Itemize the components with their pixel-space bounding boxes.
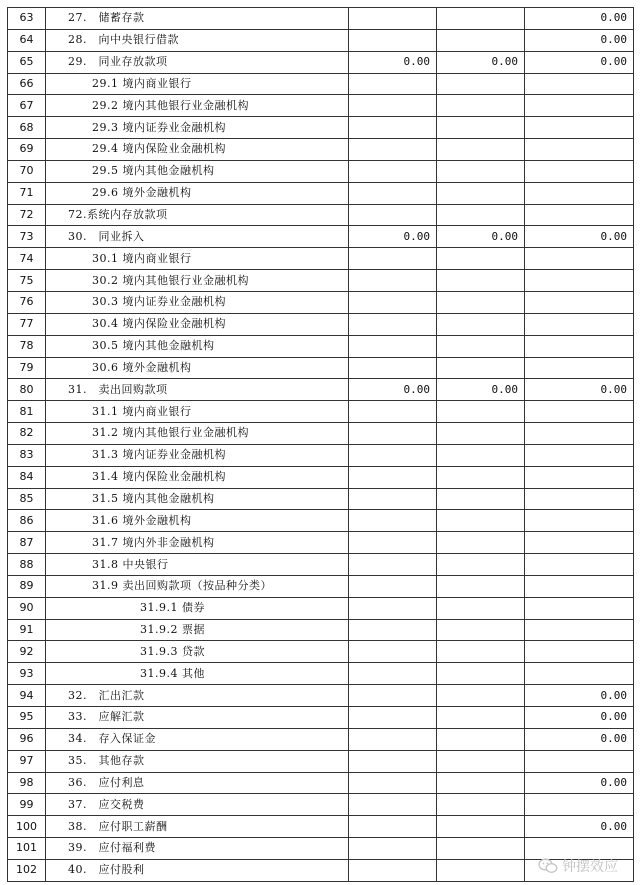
value-col-2 [437, 859, 525, 881]
table-row [8, 510, 634, 532]
table-row [8, 707, 634, 729]
row-number: 67 [8, 95, 46, 117]
value-col-2 [437, 575, 525, 597]
value-col-2 [437, 335, 525, 357]
table-row [8, 204, 634, 226]
balance-sheet [7, 7, 633, 882]
value-col-2 [437, 794, 525, 816]
value-col-3: 0.00 [525, 772, 634, 794]
row-number: 68 [8, 117, 46, 139]
table-row [8, 73, 634, 95]
value-col-1 [349, 139, 437, 161]
row-label: 32. 汇出汇款 [46, 685, 349, 707]
table-row [8, 160, 634, 182]
row-label: 30.2 境内其他银行业金融机构 [46, 270, 349, 292]
row-number: 84 [8, 466, 46, 488]
value-col-1 [349, 575, 437, 597]
value-col-2 [437, 728, 525, 750]
ledger-table [7, 7, 634, 882]
value-col-3: 0.00 [525, 29, 634, 51]
value-col-3 [525, 357, 634, 379]
value-col-1: 0.00 [349, 379, 437, 401]
value-col-3 [525, 139, 634, 161]
value-col-1 [349, 357, 437, 379]
row-label: 31.8 中央银行 [46, 554, 349, 576]
row-number: 93 [8, 663, 46, 685]
value-col-1 [349, 772, 437, 794]
table-row [8, 51, 634, 73]
value-col-1 [349, 466, 437, 488]
row-label: 31.9.1 债券 [46, 597, 349, 619]
ledger-table-body [8, 8, 634, 882]
value-col-3: 0.00 [525, 379, 634, 401]
value-col-2 [437, 707, 525, 729]
row-number: 66 [8, 73, 46, 95]
table-row [8, 95, 634, 117]
row-number: 71 [8, 182, 46, 204]
row-label: 29.1 境内商业银行 [46, 73, 349, 95]
value-col-1 [349, 685, 437, 707]
table-row [8, 532, 634, 554]
row-label: 31.9 卖出回购款项（按品种分类） [46, 575, 349, 597]
value-col-2 [437, 182, 525, 204]
row-label: 31.2 境内其他银行业金融机构 [46, 423, 349, 445]
table-row [8, 816, 634, 838]
value-col-3 [525, 270, 634, 292]
value-col-3 [525, 95, 634, 117]
value-col-2 [437, 488, 525, 510]
row-number: 74 [8, 248, 46, 270]
row-number: 89 [8, 575, 46, 597]
table-row [8, 575, 634, 597]
row-label: 31.7 境内外非金融机构 [46, 532, 349, 554]
table-row [8, 357, 634, 379]
value-col-3 [525, 73, 634, 95]
value-col-1 [349, 95, 437, 117]
value-col-2 [437, 772, 525, 794]
row-label: 31.1 境内商业银行 [46, 401, 349, 423]
row-number: 88 [8, 554, 46, 576]
table-row [8, 335, 634, 357]
value-col-2 [437, 8, 525, 30]
row-number: 76 [8, 291, 46, 313]
row-label: 29.4 境内保险业金融机构 [46, 139, 349, 161]
value-col-2: 0.00 [437, 379, 525, 401]
table-row [8, 488, 634, 510]
table-row [8, 270, 634, 292]
value-col-1 [349, 838, 437, 860]
value-col-3 [525, 554, 634, 576]
watermark-text: 钟摆效应 [562, 859, 618, 875]
table-row [8, 641, 634, 663]
table-row [8, 226, 634, 248]
row-number: 77 [8, 313, 46, 335]
value-col-3 [525, 597, 634, 619]
value-col-1 [349, 401, 437, 423]
value-col-3 [525, 663, 634, 685]
row-label: 31.9.2 票据 [46, 619, 349, 641]
value-col-1 [349, 160, 437, 182]
value-col-3 [525, 313, 634, 335]
table-row [8, 182, 634, 204]
value-col-1 [349, 859, 437, 881]
row-number: 98 [8, 772, 46, 794]
value-col-2 [437, 313, 525, 335]
value-col-3: 0.00 [525, 707, 634, 729]
table-row [8, 685, 634, 707]
table-row [8, 619, 634, 641]
value-col-2 [437, 444, 525, 466]
value-col-1 [349, 444, 437, 466]
row-number: 82 [8, 423, 46, 445]
row-label: 28. 向中央银行借款 [46, 29, 349, 51]
value-col-1 [349, 182, 437, 204]
value-col-3 [525, 619, 634, 641]
value-col-1: 0.00 [349, 51, 437, 73]
row-number: 100 [8, 816, 46, 838]
value-col-2 [437, 291, 525, 313]
row-label: 38. 应付职工薪酬 [46, 816, 349, 838]
value-col-2 [437, 423, 525, 445]
value-col-3 [525, 291, 634, 313]
value-col-1 [349, 488, 437, 510]
value-col-2 [437, 204, 525, 226]
value-col-2 [437, 510, 525, 532]
value-col-1 [349, 510, 437, 532]
row-number: 70 [8, 160, 46, 182]
row-number: 81 [8, 401, 46, 423]
value-col-2: 0.00 [437, 51, 525, 73]
table-row [8, 29, 634, 51]
table-row [8, 794, 634, 816]
value-col-2 [437, 95, 525, 117]
row-number: 91 [8, 619, 46, 641]
value-col-3 [525, 750, 634, 772]
value-col-1 [349, 248, 437, 270]
table-row [8, 401, 634, 423]
row-label: 27. 储蓄存款 [46, 8, 349, 30]
row-label: 30.5 境内其他金融机构 [46, 335, 349, 357]
value-col-2 [437, 597, 525, 619]
row-number: 69 [8, 139, 46, 161]
value-col-1 [349, 728, 437, 750]
row-label: 39. 应付福利费 [46, 838, 349, 860]
row-label: 72.系统内存放款项 [46, 204, 349, 226]
row-number: 96 [8, 728, 46, 750]
row-number: 85 [8, 488, 46, 510]
row-label: 30. 同业拆入 [46, 226, 349, 248]
row-label: 31.6 境外金融机构 [46, 510, 349, 532]
value-col-3: 0.00 [525, 685, 634, 707]
value-col-1 [349, 532, 437, 554]
value-col-3 [525, 794, 634, 816]
value-col-2 [437, 532, 525, 554]
value-col-2 [437, 641, 525, 663]
row-label: 30.1 境内商业银行 [46, 248, 349, 270]
row-number: 92 [8, 641, 46, 663]
value-col-2 [437, 663, 525, 685]
value-col-2 [437, 750, 525, 772]
row-number: 101 [8, 838, 46, 860]
table-row [8, 291, 634, 313]
value-col-1 [349, 291, 437, 313]
table-row [8, 248, 634, 270]
value-col-3 [525, 401, 634, 423]
value-col-2 [437, 466, 525, 488]
value-col-2 [437, 357, 525, 379]
value-col-2 [437, 619, 525, 641]
wechat-icon [538, 858, 558, 874]
row-number: 90 [8, 597, 46, 619]
row-number: 73 [8, 226, 46, 248]
row-number: 64 [8, 29, 46, 51]
row-number: 99 [8, 794, 46, 816]
table-row [8, 663, 634, 685]
value-col-3 [525, 335, 634, 357]
row-number: 78 [8, 335, 46, 357]
value-col-3 [525, 532, 634, 554]
value-col-3: 0.00 [525, 226, 634, 248]
table-row [8, 379, 634, 401]
row-label: 31.5 境内其他金融机构 [46, 488, 349, 510]
value-col-3 [525, 117, 634, 139]
row-label: 29.6 境外金融机构 [46, 182, 349, 204]
value-col-3 [525, 423, 634, 445]
value-col-1: 0.00 [349, 226, 437, 248]
value-col-2 [437, 270, 525, 292]
value-col-1 [349, 707, 437, 729]
row-number: 79 [8, 357, 46, 379]
table-row [8, 772, 634, 794]
table-row [8, 313, 634, 335]
value-col-2 [437, 838, 525, 860]
value-col-1 [349, 29, 437, 51]
row-number: 65 [8, 51, 46, 73]
value-col-3 [525, 488, 634, 510]
value-col-1 [349, 8, 437, 30]
value-col-2 [437, 401, 525, 423]
value-col-2 [437, 816, 525, 838]
table-row [8, 750, 634, 772]
value-col-1 [349, 663, 437, 685]
value-col-1 [349, 204, 437, 226]
value-col-2 [437, 139, 525, 161]
table-row [8, 728, 634, 750]
value-col-2 [437, 248, 525, 270]
table-row [8, 139, 634, 161]
row-label: 37. 应交税费 [46, 794, 349, 816]
table-row [8, 444, 634, 466]
row-number: 87 [8, 532, 46, 554]
value-col-3: 0.00 [525, 728, 634, 750]
row-number: 83 [8, 444, 46, 466]
row-number: 95 [8, 707, 46, 729]
value-col-3 [525, 510, 634, 532]
value-col-2 [437, 685, 525, 707]
value-col-3 [525, 466, 634, 488]
value-col-1 [349, 641, 437, 663]
value-col-3: 0.00 [525, 816, 634, 838]
row-label: 30.6 境外金融机构 [46, 357, 349, 379]
value-col-3 [525, 204, 634, 226]
table-row [8, 466, 634, 488]
row-number: 102 [8, 859, 46, 881]
table-row [8, 8, 634, 30]
value-col-1 [349, 816, 437, 838]
value-col-2 [437, 73, 525, 95]
row-number: 94 [8, 685, 46, 707]
row-label: 33. 应解汇款 [46, 707, 349, 729]
value-col-3 [525, 160, 634, 182]
row-label: 31.3 境内证券业金融机构 [46, 444, 349, 466]
row-number: 86 [8, 510, 46, 532]
value-col-1 [349, 750, 437, 772]
value-col-3 [525, 444, 634, 466]
value-col-2 [437, 29, 525, 51]
value-col-2 [437, 117, 525, 139]
value-col-1 [349, 270, 437, 292]
row-label: 29. 同业存放款项 [46, 51, 349, 73]
value-col-1 [349, 73, 437, 95]
value-col-3: 0.00 [525, 51, 634, 73]
value-col-1 [349, 335, 437, 357]
row-number: 72 [8, 204, 46, 226]
row-label: 29.5 境内其他金融机构 [46, 160, 349, 182]
table-row [8, 117, 634, 139]
table-row [8, 597, 634, 619]
value-col-3 [525, 248, 634, 270]
value-col-1 [349, 423, 437, 445]
value-col-3 [525, 641, 634, 663]
row-label: 30.3 境内证券业金融机构 [46, 291, 349, 313]
row-number: 75 [8, 270, 46, 292]
watermark [538, 856, 618, 876]
row-label: 40. 应付股利 [46, 859, 349, 881]
row-label: 31.9.3 贷款 [46, 641, 349, 663]
table-row [8, 554, 634, 576]
value-col-3 [525, 575, 634, 597]
value-col-1 [349, 619, 437, 641]
value-col-2: 0.00 [437, 226, 525, 248]
value-col-2 [437, 160, 525, 182]
row-label: 30.4 境内保险业金融机构 [46, 313, 349, 335]
value-col-1 [349, 117, 437, 139]
row-label: 29.2 境内其他银行业金融机构 [46, 95, 349, 117]
value-col-1 [349, 313, 437, 335]
row-label: 31.9.4 其他 [46, 663, 349, 685]
row-label: 29.3 境内证券业金融机构 [46, 117, 349, 139]
row-label: 36. 应付利息 [46, 772, 349, 794]
value-col-1 [349, 597, 437, 619]
row-label: 35. 其他存款 [46, 750, 349, 772]
value-col-3 [525, 182, 634, 204]
value-col-3: 0.00 [525, 8, 634, 30]
row-number: 80 [8, 379, 46, 401]
value-col-2 [437, 554, 525, 576]
row-number: 63 [8, 8, 46, 30]
value-col-1 [349, 554, 437, 576]
table-row [8, 423, 634, 445]
row-label: 31.4 境内保险业金融机构 [46, 466, 349, 488]
row-number: 97 [8, 750, 46, 772]
row-label: 34. 存入保证金 [46, 728, 349, 750]
row-label: 31. 卖出回购款项 [46, 379, 349, 401]
value-col-1 [349, 794, 437, 816]
